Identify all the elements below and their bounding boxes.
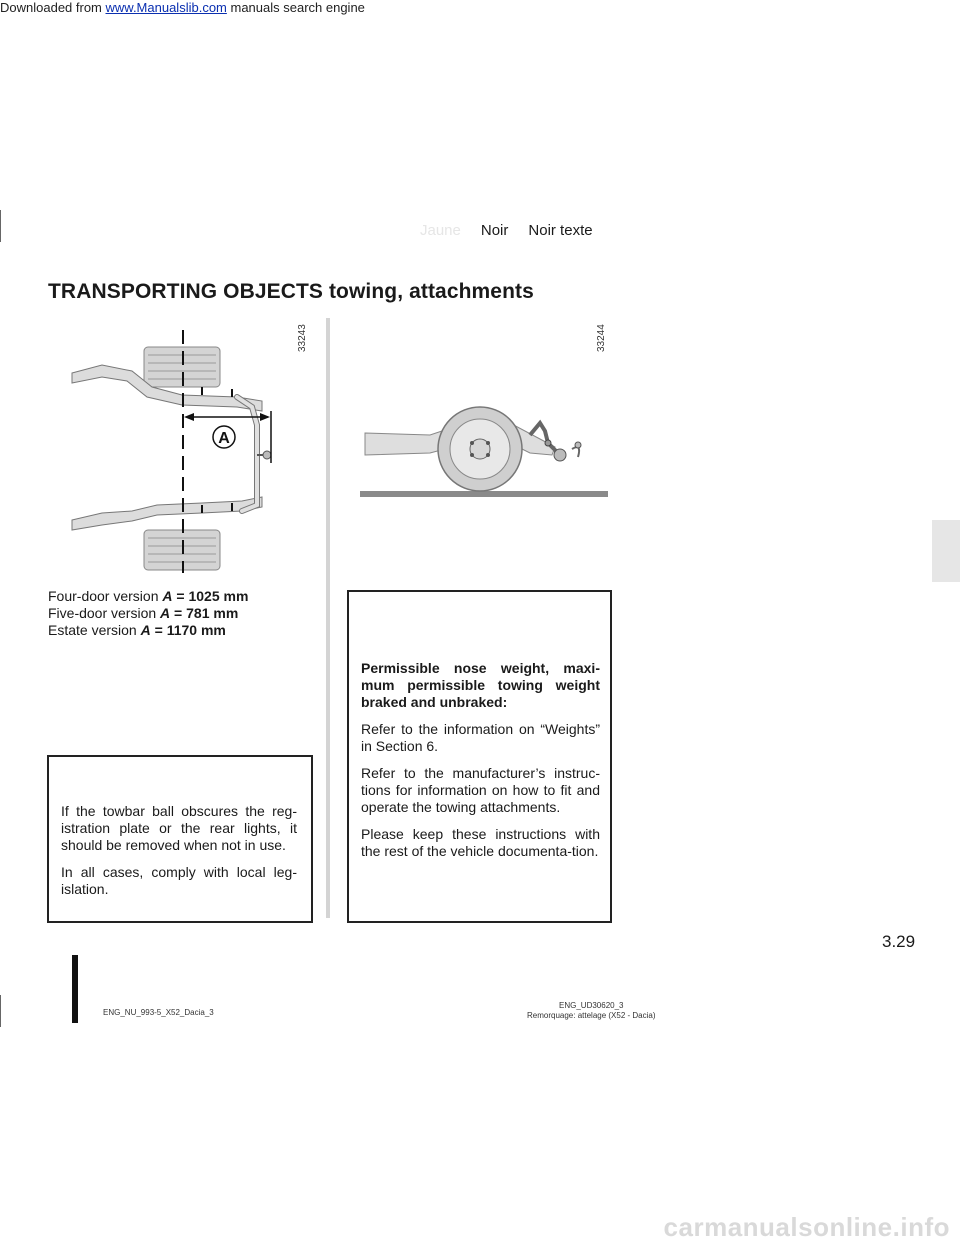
crop-mark-top-left [0,210,1,242]
dimension-five-door: Five-door version A = 781 mm [48,605,239,621]
manualslib-link[interactable]: www.Manualslib.com [105,0,227,15]
banner-prefix: Downloaded from [0,0,106,15]
section-tab-marker [932,520,960,582]
dimensions-list [48,588,248,639]
color-label-jaune: Jaune [420,222,461,239]
column-divider [326,318,330,918]
manufacturer-instructions: Refer to the manufacturer’s instruc-tions for information on how to fit and operate the towing attachments. [361,765,600,815]
towbar-side-view-illustration [360,395,610,505]
color-separation-labels [420,222,593,239]
crop-mark-bottom-left [0,995,1,1027]
dimension-estate: Estate version A = 1170 mm [48,622,226,638]
weights-reference: Refer to the information on “Weights” in Section 6. [361,721,600,754]
figure-number-left: 33243 [297,324,308,352]
footer-section-code: ENG_UD30620_3 Remorquage: attelage (X52 - Dacia) [527,1001,656,1020]
legislation-note: In all cases, comply with local leg-islation. [61,864,297,897]
dimension-four-door: Four-door version A = 1025 mm [48,588,249,604]
color-label-noir-texte: Noir texte [528,222,593,239]
page-title: TRANSPORTING OBJECTS towing, attachments [48,280,534,303]
banner-suffix: manuals search engine [226,0,365,15]
towbar-ball-note-box [47,755,313,923]
towing-weight-heading: Permissible nose weight, maxi-mum permissible towing weight braked and unbraked: [361,660,600,710]
towbar-top-view-illustration [62,325,307,575]
footer-bar [72,955,78,1023]
watermark: carmanualsonline.info [663,1212,950,1242]
figure-number-right: 33244 [596,324,607,352]
color-label-noir: Noir [480,222,509,239]
towing-weight-note-box [347,590,612,923]
download-banner [0,0,365,15]
footer-doc-code: ENG_NU_993-5_X52_Dacia_3 [103,1008,214,1017]
towbar-ball-note: If the towbar ball obscures the reg-istration plate or the rear lights, it should be removed when not in use. [61,803,297,853]
keep-documentation-note: Please keep these instructions with the rest of the vehicle documenta-tion. [361,826,600,859]
page-number: 3.29 [882,932,916,951]
dimension-label-a: A [218,430,230,447]
